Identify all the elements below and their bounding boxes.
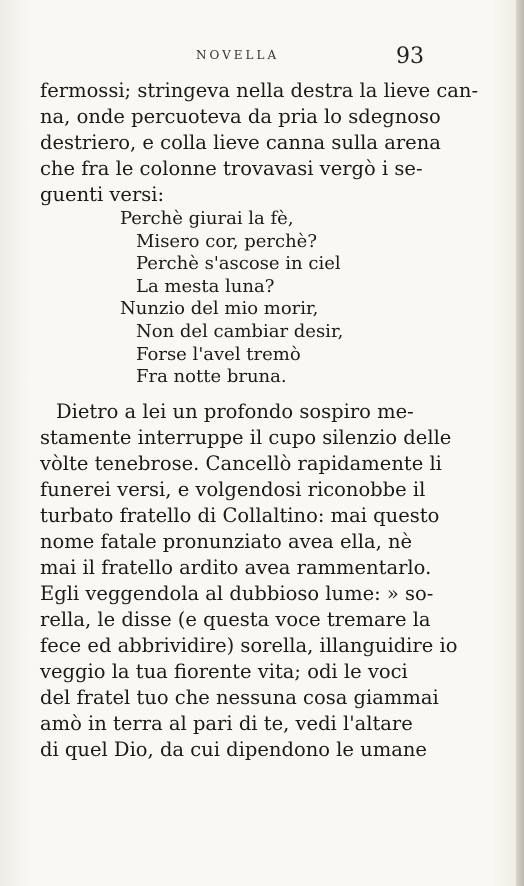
text-line: stamente interruppe il cupo silenzio delle [40,425,452,449]
verse-line: Perchè giurai la fè, [120,208,294,229]
page-body [40,78,479,763]
text-line: fece ed abbrividire) sorella, illanguidire io [40,633,458,657]
page-header [0,44,524,74]
text-line: fermossi; stringeva nella destra la lieve can- [40,79,479,102]
verse-line: Perchè s'ascose in ciel [136,253,341,275]
text-line: Dietro a lei un profondo sospiro me- [56,399,414,423]
text-line: del fratel tuo che nessuna cosa giammai [40,685,439,709]
text-line: Egli veggendola al dubbioso lume: » so- [40,581,434,605]
verse-line: Non del cambiar desir, [136,320,344,342]
verse-line: Fra notte bruna. [136,366,287,388]
page-number: 93 [396,44,424,69]
text-line: rella, le disse (e questa voce tremare la [40,607,431,631]
paragraph-2 [40,399,458,763]
verse-line: Misero cor, perchè? [136,230,317,252]
running-head: NOVELLA [196,48,280,62]
text-line: na, onde percuoteva da pria lo sdegnoso [40,105,441,128]
text-line: veggio la tua fiorente vita; odi le voci [40,659,408,683]
text-line: funerei versi, e volgendosi riconobbe il [40,477,426,501]
text-line: nome fatale pronunziato avea ella, nè [40,529,413,553]
text-line: che fra le colonne trovavasi vergò i se- [40,157,423,180]
text-line: turbato fratello di Collaltino: mai questo [40,503,440,527]
paragraph-1 [40,78,479,208]
poem-verses [40,208,420,389]
text-line: mai il fratello ardito avea rammentarlo. [40,555,432,579]
text-line: guenti versi: [40,183,165,206]
verse-line: La mesta luna? [136,275,275,297]
text-line: vòlte tenebrose. Cancellò rapidamente li [40,451,442,475]
page-edge [516,0,524,886]
text-line: amò in terra al pari di te, vedi l'altare [40,711,413,735]
text-line: destriero, e colla lieve canna sulla arena [40,131,441,154]
text-line: di quel Dio, da cui dipendono le umane [40,737,427,761]
verse-line: Nunzio del mio morir, [120,298,319,320]
verse-line: Forse l'avel tremò [136,343,301,365]
